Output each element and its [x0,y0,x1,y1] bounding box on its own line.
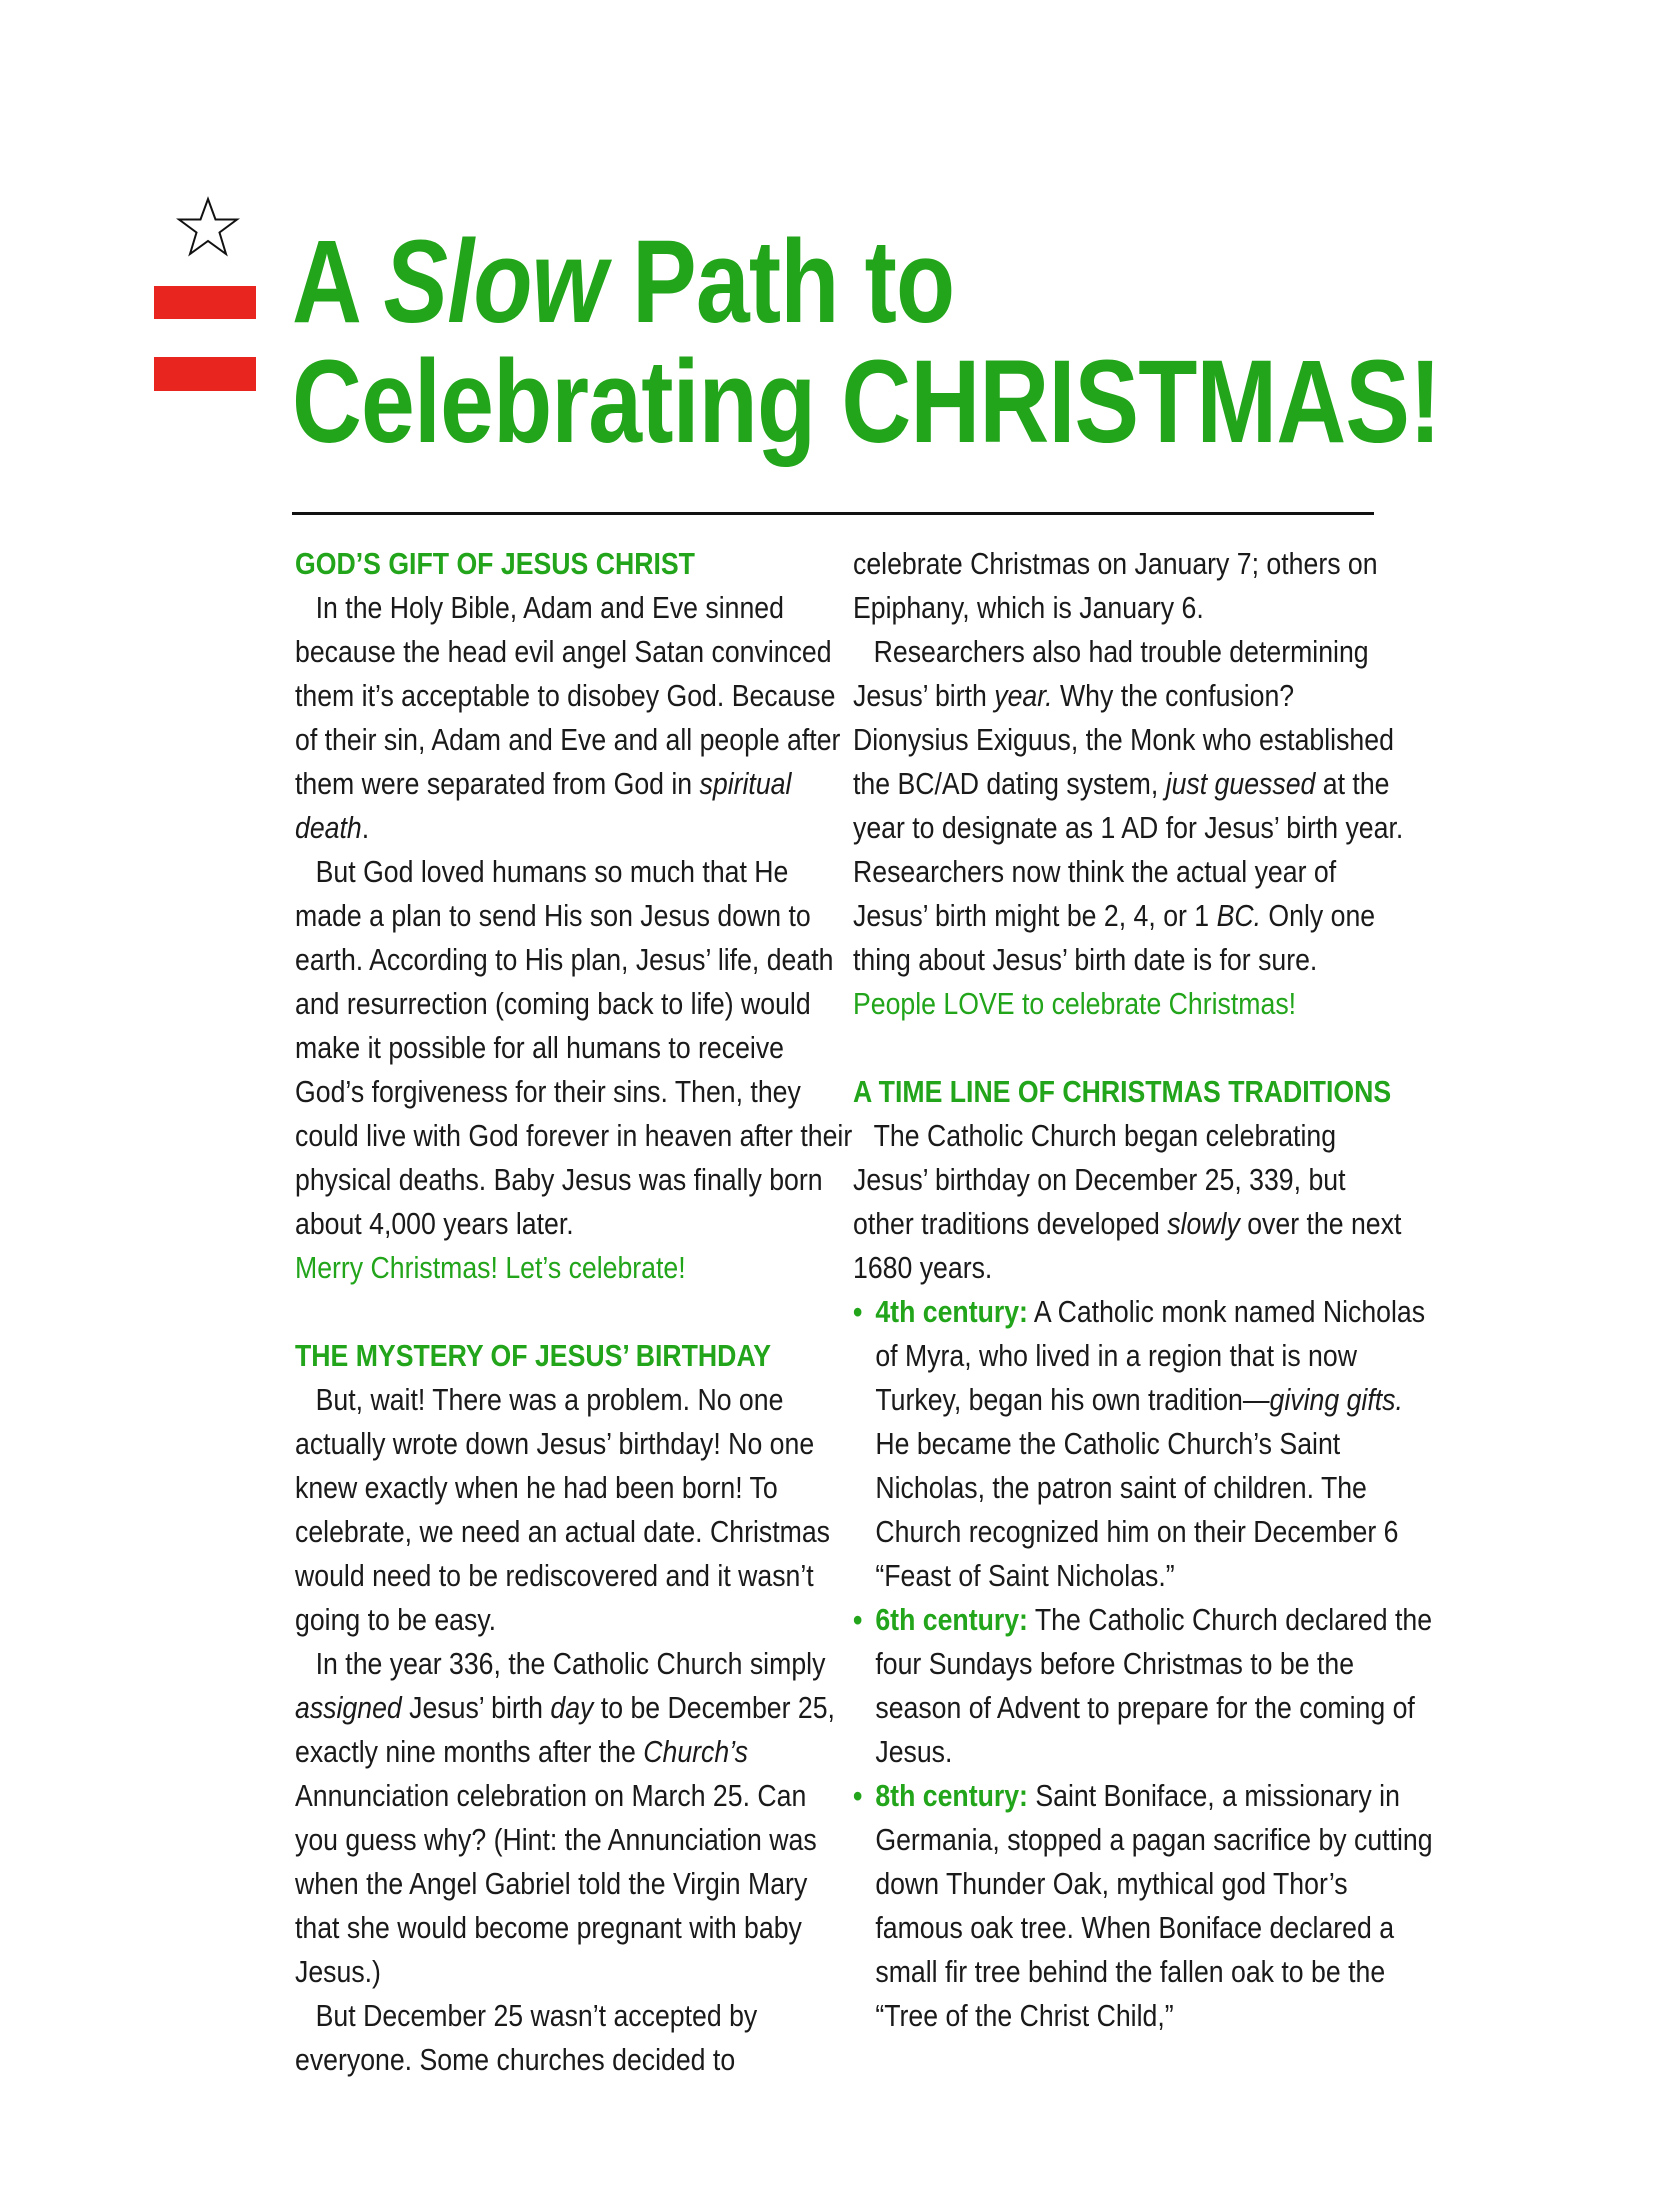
section-heading-gift: GOD’S GIFT OF JESUS CHRIST [295,546,695,581]
timeline-item: • 8th century: Saint Boniface, a missionary in Germania, stopped a pagan sacrifice by cutting down Thunder Oak, mythical god Thor’s famous oak tree. When Boniface declared a small fir tree behind the fallen oak to be the “Tree of the Christ Child,” [853,1774,1434,2038]
timeline-item: • 6th century: The Catholic Church declared the four Sundays before Christmas to be the season of Advent to prepare for the coming of Jesus. [853,1598,1434,1774]
section-heading-timeline: A TIME LINE OF CHRISTMAS TRADITIONS [853,1074,1392,1109]
red-stripe-top [154,286,256,319]
mystery-paragraph-1: But, wait! There was a problem. No one actually wrote down Jesus’ birthday! No one knew exactly when he had been born! To celebrate, we need an actual date. Christmas would need to be rediscovered and it wasn’t going to be easy. [295,1382,830,1637]
red-stripe-bottom [154,357,256,391]
section-heading-mystery: THE MYSTERY OF JESUS’ BIRTHDAY [295,1338,772,1373]
mystery-paragraph-2: In the year 336, the Catholic Church simply assigned Jesus’ birth day to be December 25, exactly nine months after the Church’s Annunciation celebration on March 25. Can you guess why? (Hint: the Annunciation was when the Angel Gabriel told the Virgin Mary that she would become pregnant with baby Jesus.) [295,1646,835,1989]
page-title: A Slow Path to Celebrating CHRISTMAS! [292,216,1441,468]
star-outline-icon [176,196,240,260]
mystery-paragraph-3: But December 25 wasn’t accepted by everyone. Some churches decided to [295,1998,758,2077]
gift-paragraph-2: But God loved humans so much that He made a plan to send His son Jesus down to earth. According to His plan, Jesus’ life, death and resurrection (coming back to life) would make it possible for all humans to receive God’s forgiveness for their sins. Then, they could live with God forever in heaven after their physical deaths. Baby Jesus was finally born about 4,000 years later. [295,854,853,1241]
column-right [853,542,1433,2038]
column-left [295,542,855,2082]
gift-closing: Merry Christmas! Let’s celebrate! [295,1250,686,1285]
mystery-closing: People LOVE to celebrate Christmas! [853,986,1297,1021]
bullet-icon: • [853,1294,863,1329]
gift-paragraph-1: In the Holy Bible, Adam and Eve sinned because the head evil angel Satan convinced them it’s acceptable to disobey God. Because of their sin, Adam and Eve and all people after them were separated from God in spiritual death. [295,590,841,845]
timeline-intro: The Catholic Church began celebrating Jesus’ birthday on December 25, 339, but other traditions developed slowly over the next 1680 years. [853,1118,1402,1285]
mystery-paragraph-4: Researchers also had trouble determining Jesus’ birth year. Why the confusion? Dionysius Exiguus, the Monk who established the BC/AD dating system, just guessed at the year to designate as 1 AD for Jesus’ birth year. Researchers now think the actual year of Jesus’ birth might be 2, 4, or 1 BC. Only one thing about Jesus’ birth date is for sure. [853,634,1404,977]
bullet-icon: • [853,1602,863,1637]
title-divider [292,512,1374,515]
mystery-paragraph-3-continued: celebrate Christmas on January 7; others on Epiphany, which is January 6. [853,546,1378,625]
timeline-item: • 4th century: A Catholic monk named Nicholas of Myra, who lived in a region that is now Turkey, began his own tradition—giving gifts. He became the Catholic Church’s Saint Nicholas, the patron saint of children. The Church recognized him on their December 6 “Feast of Saint Nicholas.” [853,1290,1434,1598]
bullet-icon: • [853,1778,863,1813]
